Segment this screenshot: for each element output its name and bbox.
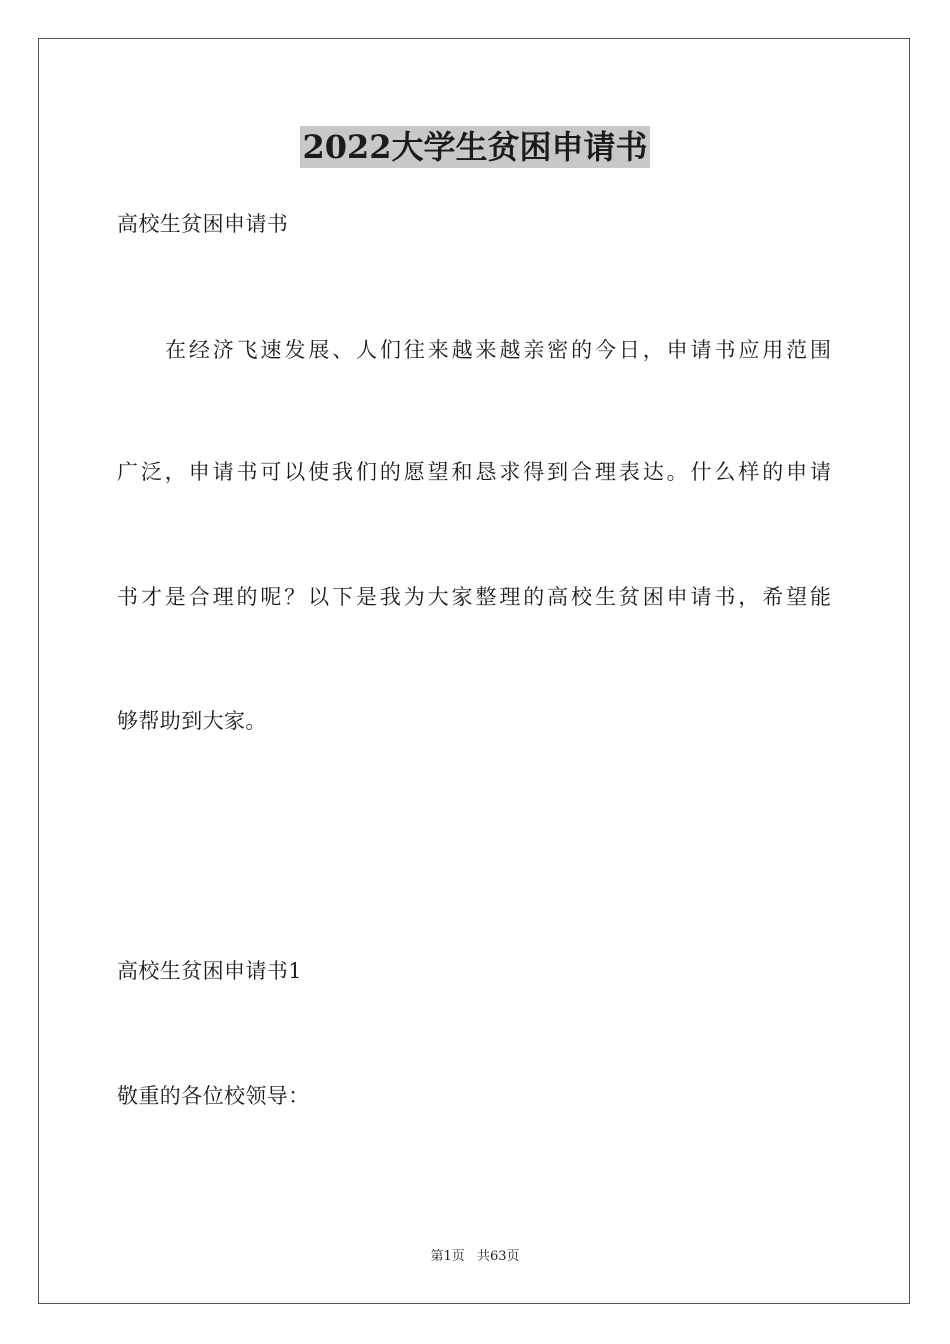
page-footer <box>0 1248 950 1266</box>
document-subtitle: 高校生贫困申请书 <box>117 212 289 236</box>
intro-line-1: 在经济飞速发展、人们往来越来越亲密的今日，申请书应用范围 <box>165 338 831 362</box>
document-title: 2022大学生贫困申请书 <box>302 128 648 166</box>
intro-line-4: 够帮助到大家。 <box>117 709 267 733</box>
intro-line-2: 广泛，申请书可以使我们的愿望和恳求得到合理表达。什么样的申请 <box>117 460 831 484</box>
page-total: 共63页 <box>476 1249 520 1264</box>
section-heading: 高校生贫困申请书1 <box>117 959 302 983</box>
salutation: 敬重的各位校领导： <box>117 1084 310 1108</box>
title-container <box>0 126 950 168</box>
intro-line-3: 书才是合理的呢？以下是我为大家整理的高校生贫困申请书，希望能 <box>117 585 831 609</box>
page-number: 第1页 <box>430 1249 465 1264</box>
